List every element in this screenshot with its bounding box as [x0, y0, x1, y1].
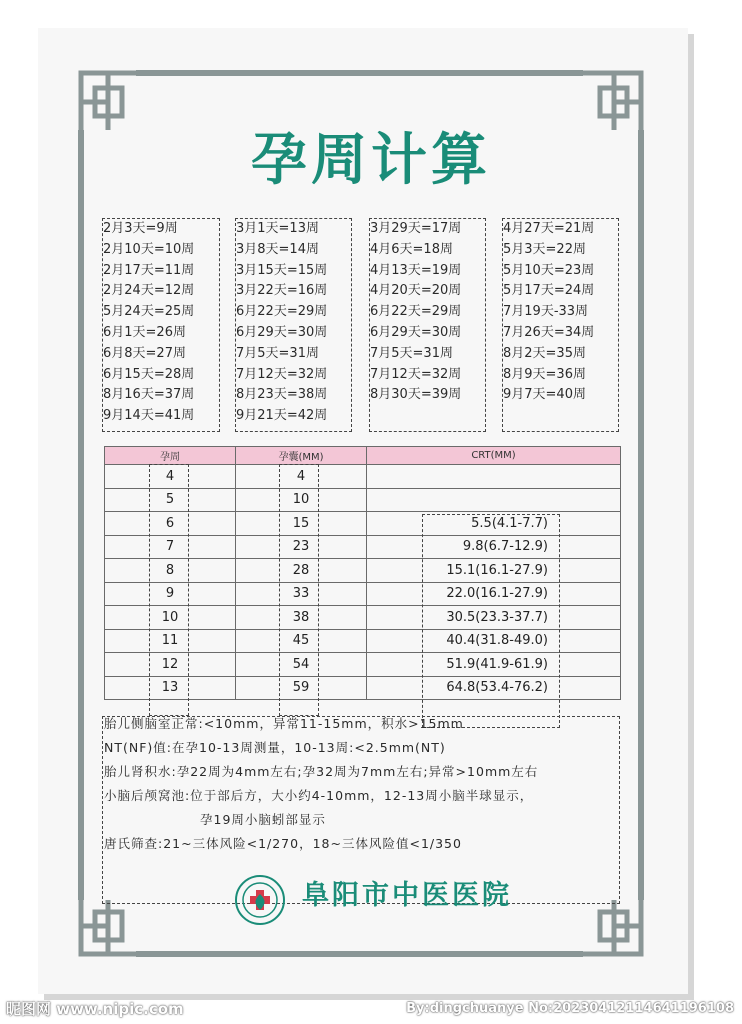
date-entry: 7月5天=31周 [236, 345, 319, 361]
notes-section [104, 712, 624, 856]
date-entry: 8月9天=36周 [503, 366, 586, 382]
date-column-2 [235, 218, 352, 432]
date-entry: 6月15天=28周 [103, 366, 195, 382]
cell-week: 13 [105, 676, 236, 700]
corner-ornament-tl [81, 73, 136, 130]
date-entry: 5月24天=25周 [103, 304, 195, 320]
cell-sac: 10 [236, 488, 367, 512]
note-ventricle: 胎儿侧脑室正常:<10mm，异常11-15mm，积水>15mm [104, 716, 464, 731]
cell-sac: 59 [236, 676, 367, 700]
cell-week: 11 [105, 629, 236, 653]
date-entry: 6月22天=29周 [370, 304, 462, 320]
date-entry: 9月21天=42周 [236, 408, 328, 424]
date-column-4 [502, 218, 619, 432]
note-nt: NT(NF)值:在孕10-13周测量，10-13周:<2.5mm(NT) [104, 740, 446, 755]
cell-crt: 22.0(16.1-27.9) [367, 582, 621, 606]
corner-ornament-bl [81, 900, 136, 954]
date-entry: 2月10天=10周 [103, 241, 195, 257]
cell-crt: 15.1(16.1-27.9) [367, 559, 621, 583]
date-entry: 2月17天=11周 [103, 262, 195, 278]
cell-sac: 15 [236, 512, 367, 536]
date-entry: 4月27天=21周 [503, 221, 595, 236]
date-entry: 3月8天=14周 [236, 241, 319, 257]
cell-crt: 9.8(6.7-12.9) [367, 535, 621, 559]
date-entry: 9月14天=41周 [103, 408, 195, 424]
cell-crt: 51.9(41.9-61.9) [367, 653, 621, 677]
date-entry: 4月20天=20周 [370, 283, 462, 299]
date-entry: 7月12天=32周 [370, 366, 462, 382]
cell-crt: 64.8(53.4-76.2) [367, 676, 621, 700]
hospital-name: 阜阳市中医医院 [302, 880, 512, 911]
header-crt: CRT(MM) [367, 447, 621, 465]
date-entry: 6月29天=30周 [236, 324, 328, 340]
cell-sac: 54 [236, 653, 367, 677]
note-down-screening: 唐氏筛查:21~三体风险<1/270，18~三体风险值<1/350 [104, 836, 462, 851]
note-hydronephrosis: 胎儿肾积水:孕22周为4mm左右;孕32周为7mm左右;异常>10mm左右 [104, 764, 539, 779]
watermark-site: 昵图网 www.nipic.com [6, 1000, 184, 1018]
week-column-guide [149, 464, 189, 716]
cell-week: 4 [105, 465, 236, 489]
date-column-3 [369, 218, 486, 432]
date-entry: 8月23天=38周 [236, 387, 328, 403]
cell-week: 8 [105, 559, 236, 583]
date-entry: 3月15天=15周 [236, 262, 328, 278]
corner-ornament-br [583, 900, 641, 954]
cell-crt [367, 488, 621, 512]
date-entry: 8月2天=35周 [503, 345, 586, 361]
corner-ornament-tr [583, 73, 641, 130]
cell-sac: 38 [236, 606, 367, 630]
cell-week: 6 [105, 512, 236, 536]
cell-sac: 45 [236, 629, 367, 653]
date-entry: 9月7天=40周 [503, 387, 586, 403]
date-entry: 6月22天=29周 [236, 304, 328, 320]
date-entry: 7月5天=31周 [370, 345, 453, 361]
date-entry: 4月6天=18周 [370, 241, 453, 257]
date-entry: 3月29天=17周 [370, 221, 462, 236]
date-entry: 6月8天=27周 [103, 345, 186, 361]
cell-crt: 5.5(4.1-7.7) [367, 512, 621, 536]
date-entry: 7月19天-33周 [503, 304, 589, 320]
date-entry: 5月3天=22周 [503, 241, 586, 257]
note-cisterna: 小脑后颅窝池:位于部后方，大小约4-10mm，12-13周小脑半球显示， [104, 788, 534, 803]
cell-week: 7 [105, 535, 236, 559]
cell-week: 5 [105, 488, 236, 512]
cell-week: 10 [105, 606, 236, 630]
note-vermis: 孕19周小脑蚓部显示 [200, 812, 326, 827]
date-entry: 5月17天=24周 [503, 283, 595, 299]
cell-week: 9 [105, 582, 236, 606]
date-entry: 3月1天=13周 [236, 221, 319, 236]
date-entry: 8月16天=37周 [103, 387, 195, 403]
date-entry: 6月29天=30周 [370, 324, 462, 340]
cell-crt: 40.4(31.8-49.0) [367, 629, 621, 653]
date-entry: 5月10天=23周 [503, 262, 595, 278]
crt-column-guide [422, 514, 560, 728]
date-entry: 2月24天=12周 [103, 283, 195, 299]
page-title: 孕周计算 [251, 128, 491, 193]
date-entry: 2月3天=9周 [103, 221, 178, 236]
date-entry: 4月13天=19周 [370, 262, 462, 278]
date-entry: 8月30天=39周 [370, 387, 462, 403]
date-entry: 6月1天=26周 [103, 324, 186, 340]
hospital-seal-icon [234, 874, 286, 926]
cell-sac: 28 [236, 559, 367, 583]
cell-sac: 33 [236, 582, 367, 606]
cell-week: 12 [105, 653, 236, 677]
table-header-row [105, 447, 621, 465]
cell-crt [367, 465, 621, 489]
date-entry: 7月26天=34周 [503, 324, 595, 340]
date-entry: 7月12天=32周 [236, 366, 328, 382]
cell-crt: 30.5(23.3-37.7) [367, 606, 621, 630]
sac-column-guide [279, 464, 319, 716]
header-sac: 孕囊(MM) [236, 447, 367, 465]
header-week: 孕周 [105, 447, 236, 465]
cell-sac: 23 [236, 535, 367, 559]
date-column-1 [102, 218, 220, 432]
cell-sac: 4 [236, 465, 367, 489]
date-entry: 3月22天=16周 [236, 283, 328, 299]
watermark-author: By:dingchuanye No:20230412114641196108 [406, 1001, 734, 1016]
